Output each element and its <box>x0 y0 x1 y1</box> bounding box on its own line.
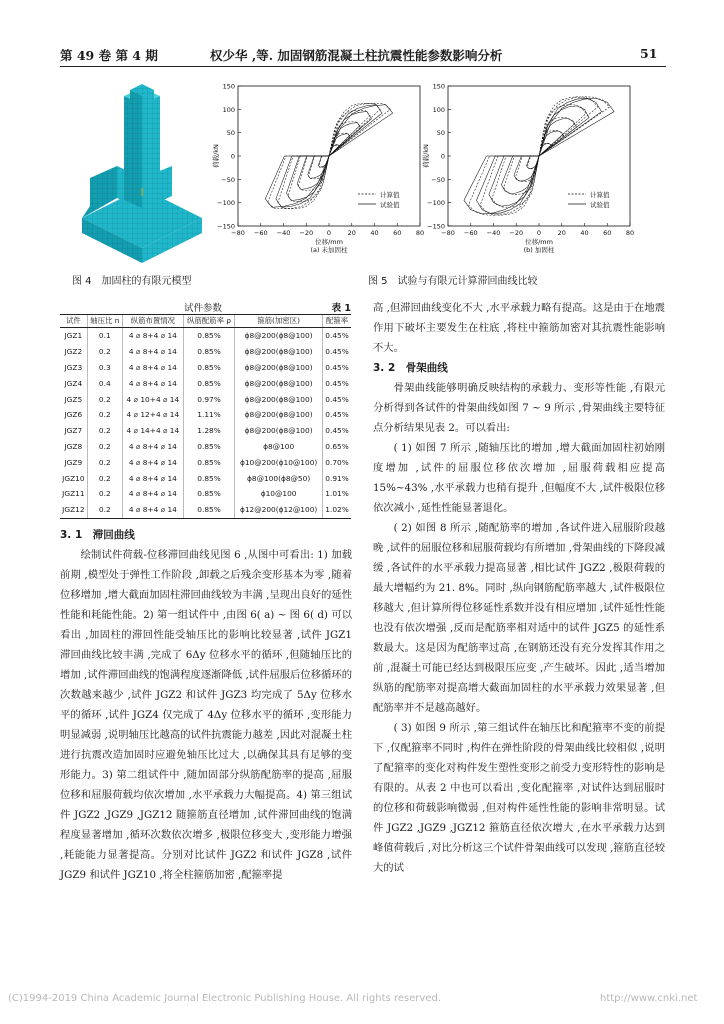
x-tick-label: 80 <box>415 229 425 237</box>
y-tick-label: 0 <box>440 152 445 161</box>
table1-header-cell: 纵筋配筋率 ρ <box>183 315 234 328</box>
table-cell: 4 ⌀ 8+4 ⌀ 14 <box>122 454 183 470</box>
table1-header-cell: 箍筋(加密区) <box>235 315 323 328</box>
running-title: 权少华 ,等. 加固钢筋混凝土柱抗震性能参数影响分析 <box>210 48 503 63</box>
y-tick-label: 50 <box>436 129 445 138</box>
x-tick-label: 40 <box>370 229 379 237</box>
x-axis-label: 位移/mm <box>525 238 553 246</box>
table-cell: 0.70% <box>323 454 351 470</box>
table-cell: 0.85% <box>183 439 234 455</box>
table-cell: ɸ8@100 <box>235 439 323 455</box>
fig5b-chart <box>420 78 660 270</box>
x-tick-label: 40 <box>580 229 589 237</box>
section-3-1-heading: 3. 1 滞回曲线 <box>60 529 135 541</box>
finding-1: ( 1) 如图 7 所示 ,随轴压比的增加 ,增大截面加固柱初始刚度增加 ,试件的屈服位移依次增加 ,屈服荷载相应提高 15%~43% ,水平承载力也稍有提升 ,但幅度不大 ,试件极限位移依次减小 ,延性性能显著退化。 <box>373 442 665 514</box>
table-row <box>60 391 351 407</box>
table-cell: 0.2 <box>87 439 122 455</box>
left-paragraph <box>60 545 352 885</box>
table-cell: 0.2 <box>87 454 122 470</box>
table-cell: ɸ8@200(ɸ8@100) <box>235 344 323 360</box>
x-tick-label: 20 <box>347 229 356 237</box>
table-cell: ɸ8@200(ɸ8@100) <box>235 360 323 376</box>
finding-3: ( 3) 如图 9 所示 ,第三组试件在轴压比和配箍率不变的前提下 ,仅配箍率不同时 ,构件在弹性阶段的骨架曲线比较相似 ,说明了配箍率的变化对构件发生塑性变形之前受力变形特性的影响是有限的。从表 2 中也可以看出 ,变化配箍率 ,对试件达到屈服时的位移和荷载影响微弱 ,但对构件延性性能的影响非常明显。试件 JGZ2 ,JGZ9 ,JGZ12 箍筋直径依次增大 ,在水平承载力达到峰值荷载后 ,对比分析这三个试件骨架曲线可以发现 ,箍筋直径较大的试 <box>373 722 665 874</box>
table-cell: 0.97% <box>183 391 234 407</box>
table-cell: ɸ8@100(ɸ8@50) <box>235 470 323 486</box>
fig4-caption: 图 4 加固柱的有限元模型 <box>72 276 192 287</box>
table-cell: JGZ9 <box>64 457 83 467</box>
table-cell: 4 ⌀ 8+4 ⌀ 14 <box>122 360 183 376</box>
header-rule <box>60 66 666 67</box>
y-tick-label: −150 <box>427 222 445 231</box>
table-cell: 4 ⌀ 8+4 ⌀ 14 <box>122 502 183 518</box>
table-cell: JGZ6 <box>64 410 83 420</box>
fig5a-chart <box>210 78 450 270</box>
table1-header-cell: 配箍率 <box>323 315 351 328</box>
table-cell: JGZ5 <box>64 394 83 404</box>
x-tick-label: −20 <box>509 229 524 237</box>
x-tick-label: −60 <box>463 229 478 237</box>
table-cell: ɸ8@200(ɸ8@100) <box>235 407 323 423</box>
table1-header-cell: 轴压比 n <box>87 315 122 328</box>
x-tick-label: 20 <box>557 229 566 237</box>
table-cell: JGZ1 <box>64 331 83 341</box>
table-cell: 4 ⌀ 8+4 ⌀ 14 <box>122 375 183 391</box>
table-cell: 0.2 <box>87 502 122 518</box>
table-cell: 0.85% <box>183 344 234 360</box>
x-tick-label: −80 <box>231 229 245 237</box>
y-tick-label: −100 <box>427 199 445 208</box>
section-3-2-heading: 3. 2 骨架曲线 <box>373 362 448 374</box>
table1-header-row <box>60 315 351 328</box>
table1-grid <box>60 314 351 519</box>
table-cell: 4 ⌀ 10+4 ⌀ 14 <box>122 391 183 407</box>
table-cell: 0.45% <box>323 375 351 391</box>
table-cell: 0.45% <box>323 344 351 360</box>
y-tick-label: −50 <box>221 175 235 184</box>
table-cell: 1.11% <box>183 407 234 423</box>
y-tick-label: 100 <box>222 105 235 114</box>
table-row <box>60 423 351 439</box>
table-row <box>60 344 351 360</box>
table-cell: 0.45% <box>323 391 351 407</box>
table-cell: ɸ10@200(ɸ10@100) <box>235 454 323 470</box>
x-tick-label: −40 <box>486 229 501 237</box>
y-axis-label: 荷载/kN <box>422 144 430 168</box>
table-cell: JGZ7 <box>64 426 83 436</box>
chart-subtitle: (b) 加固柱 <box>523 246 555 254</box>
table-cell: 0.91% <box>323 470 351 486</box>
table-cell: ɸ8@200(ɸ8@100) <box>235 423 323 439</box>
x-axis-label: 位移/mm <box>315 238 343 246</box>
table-cell: JGZ3 <box>64 362 83 372</box>
table-cell: 0.2 <box>87 344 122 360</box>
y-tick-label: −150 <box>217 222 235 231</box>
table-cell: 4 ⌀ 8+4 ⌀ 14 <box>122 439 183 455</box>
copyright-footer: (C)1994-2019 China Academic Journal Electronic Publishing House. All rights reserved. <box>8 993 441 1004</box>
table-row <box>60 407 351 423</box>
table-cell: 0.2 <box>87 470 122 486</box>
table-cell: 0.2 <box>87 423 122 439</box>
y-tick-label: 50 <box>226 129 235 138</box>
table-cell: 4 ⌀ 8+4 ⌀ 14 <box>122 328 183 344</box>
table-row <box>60 439 351 455</box>
table-row <box>60 470 351 486</box>
y-tick-label: 150 <box>432 82 445 91</box>
table-cell: 0.45% <box>323 360 351 376</box>
table-cell: 0.85% <box>183 454 234 470</box>
fe-model-figure <box>72 78 222 268</box>
legend-label: 计算值 <box>380 191 400 199</box>
table-cell: 0.65% <box>323 439 351 455</box>
table-cell: 1.02% <box>323 502 351 518</box>
y-axis-label: 荷载/kN <box>212 144 220 168</box>
table1-label: 表 1 <box>331 303 351 314</box>
y-tick-label: −50 <box>431 175 445 184</box>
legend-label: 试验值 <box>590 201 610 209</box>
table-cell: 0.3 <box>87 360 122 376</box>
table-cell: JGZ4 <box>64 378 83 388</box>
finding-2: ( 2) 如图 8 所示 ,随配筋率的增加 ,各试件进入屈服阶段越晚 ,试件的屈服位移和屈服荷载均有所增加 ,骨架曲线的下降段减缓 ,各试件的水平承载力提高显著 ,相比试件 JGZ2 ,极限荷载的最大增幅约为 21. 8%。同时 ,纵向钢筋配筋率越大 ,试件极限位移越大 ,但计算所得位移延性系数并没有相应增加 ,试件延性性能也没有依次增强 ,反而是配筋率相对适中的试件 JGZ5 的延性系数最大。这是因为配筋率过高 ,在钢筋还没有充分发挥其作用之前 ,混凝土可能已经达到极限压应变 ,产生破坏。因此 ,适当增加纵筋的配筋率对提高增大截面加固柱的水平承载力效果显著 ,但配筋率并不是越高越好。 <box>373 522 665 714</box>
x-tick-label: 60 <box>393 229 402 237</box>
table-cell: 0.1 <box>87 328 122 344</box>
table-cell: 4 ⌀ 8+4 ⌀ 14 <box>122 486 183 502</box>
table-cell: 1.01% <box>323 486 351 502</box>
table-cell: 0.45% <box>323 423 351 439</box>
x-tick-label: 0 <box>536 229 542 237</box>
table-row <box>60 454 351 470</box>
table-cell: 0.85% <box>183 328 234 344</box>
table-cell: 1.28% <box>183 423 234 439</box>
y-tick-label: 0 <box>230 152 235 161</box>
x-tick-label: −80 <box>441 229 455 237</box>
x-tick-label: 60 <box>603 229 612 237</box>
table1-header-cell: 纵筋布置情况 <box>122 315 183 328</box>
table-row <box>60 360 351 376</box>
chart-subtitle: (a) 未加固柱 <box>310 246 348 254</box>
table-cell: ɸ8@200(ɸ8@100) <box>235 375 323 391</box>
table-cell: 0.2 <box>87 486 122 502</box>
table-cell: 0.85% <box>183 375 234 391</box>
table-cell: JGZ11 <box>62 489 85 499</box>
para-continuation: 高 ,但滞回曲线变化不大 ,水平承载力略有提高。这是由于在地震作用下破坏主要发生在柱底 ,将柱中箍筋加密对其抗震性能影响不大。 <box>373 302 665 354</box>
table1 <box>60 300 351 519</box>
table-row <box>60 486 351 502</box>
legend-label: 计算值 <box>590 191 610 199</box>
x-tick-label: −60 <box>253 229 268 237</box>
table-cell: JGZ10 <box>62 473 85 483</box>
table-cell: 0.2 <box>87 407 122 423</box>
table-cell: 0.85% <box>183 360 234 376</box>
table-cell: 0.45% <box>323 407 351 423</box>
journal-volume: 第 49 卷 第 4 期 <box>60 48 158 63</box>
x-tick-label: 0 <box>326 229 332 237</box>
table-cell: ɸ8@200(ɸ8@100) <box>235 328 323 344</box>
table-cell: ɸ8@200(ɸ8@100) <box>235 391 323 407</box>
table-cell: 0.2 <box>87 391 122 407</box>
x-tick-label: −20 <box>299 229 314 237</box>
table-cell: 0.45% <box>323 328 351 344</box>
table-cell: 0.85% <box>183 470 234 486</box>
table-cell: 4 ⌀ 8+4 ⌀ 14 <box>122 344 183 360</box>
table-cell: ɸ12@200(ɸ12@100) <box>235 502 323 518</box>
table-row <box>60 375 351 391</box>
table-cell: 0.85% <box>183 486 234 502</box>
table-cell: ɸ10@100 <box>235 486 323 502</box>
fig5-caption: 图 5 试验与有限元计算滞回曲线比较 <box>368 276 538 287</box>
x-tick-label: 80 <box>625 229 635 237</box>
table-cell: 0.85% <box>183 502 234 518</box>
table-row <box>60 502 351 518</box>
table-cell: JGZ12 <box>60 502 87 518</box>
table1-title: 试件参数 <box>184 303 223 314</box>
hysteresis-paragraph: 绘制试件荷载-位移滞回曲线见图 6 ,从图中可看出: 1) 加载前期 ,模型处于弹性工作阶段 ,卸载之后残余变形基本为零 ,随着位移增加 ,增大截面加固柱滞回曲线较为丰满 ,呈现出良好的延性性能和耗能性能。2) 第一组试件中 ,由图 6( a) ~ 图 6( d) 可以看出 ,加固柱的滞回性能受轴压比的影响比较显著 ,试件 JGZ1 滞回曲线比较丰满 ,完成了 6Δy 位移水平的循环 ,但随轴压比的增加 ,试件滞回曲线的饱满程度逐渐降低 ,试件屈服后位移循环的次数越来越少 ,试件 JGZ2 和试件 JGZ3 均完成了 5Δy 位移水平的循环 ,试件 JGZ4 仅完成了 4Δy 位移水平的循环 ,变形能力明显减弱 ,说明轴压比越高的试件抗震能力越差 ,因此对混凝土柱进行抗震改造加固时应避免轴压比过大 ,以确保其具有足够的变形能力。3) 第二组试件中 ,随加固部分纵筋配筋率的提高 ,屈服位移和屈服荷载均依次增加 ,水平承载力大幅提高。4) 第三组试件 JGZ2 ,JGZ9 ,JGZ12 随箍筋直径增加 ,试件滞回曲线的饱满程度显著增加 ,循环次数依次增多 ,极限位移变大 ,变形能力增强 ,耗能能力显著提高。分别对比试件 JGZ2 和试件 JGZ8 ,试件 JGZ9 和试件 JGZ10 ,将全柱箍筋加密 ,配箍率提 <box>60 549 352 881</box>
table-cell: 4 ⌀ 8+4 ⌀ 14 <box>122 470 183 486</box>
y-tick-label: 100 <box>432 105 445 114</box>
table-cell: JGZ2 <box>64 347 83 357</box>
y-tick-label: −100 <box>217 199 235 208</box>
legend-label: 试验值 <box>380 201 400 209</box>
right-column <box>373 298 665 878</box>
table-cell: 4 ⌀ 14+4 ⌀ 14 <box>122 423 183 439</box>
cnki-url: http://www.cnki.net <box>600 993 698 1004</box>
table-row <box>60 328 351 344</box>
x-tick-label: −40 <box>276 229 291 237</box>
table-cell: 4 ⌀ 12+4 ⌀ 14 <box>122 407 183 423</box>
table-cell: JGZ8 <box>64 441 83 451</box>
table1-header-cell: 试件 <box>60 315 87 328</box>
page-number: 51 <box>640 46 658 61</box>
y-tick-label: 150 <box>222 82 235 91</box>
table-cell: 0.4 <box>87 375 122 391</box>
skeleton-intro: 骨架曲线能够明确反映结构的承载力、变形等性能 ,有限元分析得到各试件的骨架曲线如图 7 ~ 9 所示 ,骨架曲线主要特征点分析结果见表 2。可以看出: <box>373 382 665 434</box>
